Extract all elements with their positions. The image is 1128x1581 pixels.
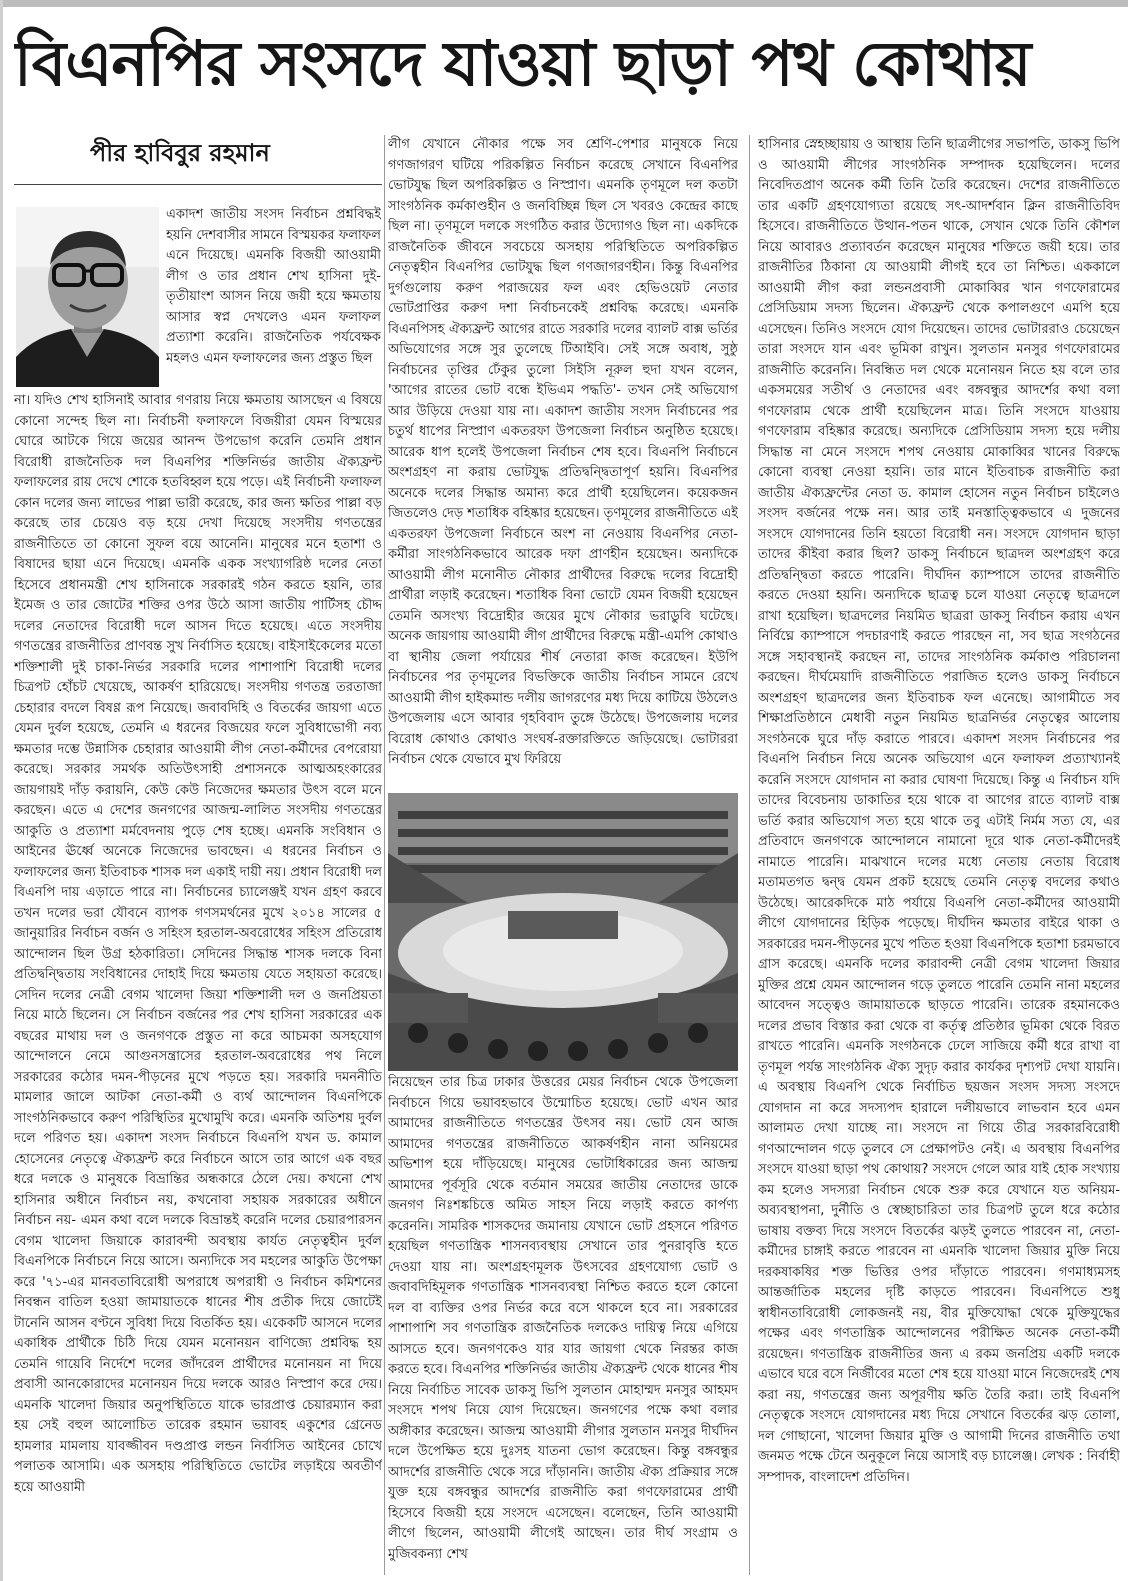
column-divider xyxy=(384,135,385,1575)
author-portrait-icon xyxy=(16,207,159,387)
column-1-body xyxy=(14,391,382,1581)
column-divider xyxy=(749,135,750,1575)
parliament-photo xyxy=(388,793,738,1071)
left-rule xyxy=(0,0,3,1581)
paragraph: লীগ যেখানে নৌকার পক্ষে সব শ্রেণি-পেশার মানুষকে নিয়ে গণজাগরণ ঘটিয়ে পরিকল্পিত নির্বাচন করেছে সেখানে বিএনপির ভোটযুদ্ধ ছিল অপরিকল্পিত ও নিস্প্রাণ। এমনকি তৃণমূলে দল কতটা সাংগঠনিক কর্মকাণ্ডহীন ও জনবিচ্ছিন্ন ছিল সে খবরও কেন্দ্রের কাছে ছিল না। তৃণমূলে দলকে সংগঠিত করার উদ্যোগও ছিল না। একদিকে রাজনৈতিক জীবনে সবচেয়ে অসহায় পরিস্থিতিতে অপরিকল্পিত নেতৃত্বহীন বিএনপির ভোটযুদ্ধ ছিল গণজাগরণহীন। কিন্তু বিএনপির দুর্গগুলোয় করুণ পরাজয়ের ফল এবং হেভিওয়েট নেতার ভোটপ্রাপ্তির করুণ দশা নির্বাচনকেই প্রশ্নবিদ্ধ করেছে। এমনকি বিএনপিসহ ঐক্যফ্রন্ট আগের রাতে সরকারি দলের ব্যালট বাক্স ভর্তির অভিযোগের সঙ্গে সুর তুলেছে টিআইবি। সেই সঙ্গে অবাধ, সুষ্ঠু নির্বাচনের তৃপ্তির ঢেঁকুর তুলো সিইসি নূরুল হুদা যখন বলেন, 'আগের রাতের ভোট বন্ধে ইভিএম পদ্ধতি'- তখন সেই অভিযোগ আর উড়িয়ে দেওয়া যায় না। একাদশ জাতীয় সংসদ নির্বাচনের পর চতুর্থ ধাপের নিস্প্রাণ একতরফা উপজেলা নির্বাচন অনুষ্ঠিত হয়েছে। আরেক ধাপ হলেই উপজেলা নির্বাচন শেষ হবে। বিএনপি নির্বাচনে অংশগ্রহণ না করায় ভোটযুদ্ধ প্রতিদ্বন্দ্বিতাপূর্ণ হয়নি। বিএনপির অনেকে দলের সিদ্ধান্ত অমান্য করে প্রার্থী হয়েছিলেন। কয়েকজন জিতলেও দেড় শতাধিক বহিষ্কার হয়েছেন। তৃণমূলের রাজনীতিতে এই একতরফা উপজেলা নির্বাচনে অংশ না নেওয়ায় বিএনপির নেতা-কর্মীরা সাংগঠনিকভাবে আরেক দফা প্রাণহীন হয়েছেন। অন্যদিকে আওয়ামী লীগ মনোনীত নৌকার প্রার্থীদের বিরুদ্ধে দলের বিদ্রোহী প্রার্থীরা লড়াই করেছেন। শতাধিক বিনা ভোটে যেমন বিজয়ী হয়েছেন তেমনি অসংখ্য বিদ্রোহীর জয়ের মুখে নৌকার ভরাডুবি ঘটেছে। অনেক জায়গায় আওয়ামী লীগ প্রার্থীদের বিরুদ্ধে মন্ত্রী-এমপি কোথাও বা স্থানীয় জেলা পর্যায়ের শীর্ষ নেতারা কাজ করেছেন। ইউপি নির্বাচনের পর তৃণমূলের বিভক্তিকে জাতীয় নির্বাচন সামনে রেখে আওয়ামী লীগ হাইকমান্ড দলীয় জাগরণের মধ্য দিয়ে কাটিয়ে উঠলেও উপজেলায় এসে আবার গৃহবিবাদ তুঙ্গে উঠেছে। উপজেলায় দলের বিরোধ কোথাও কোথাও সংঘর্ষ-রক্তারক্তিতে জড়িয়েছে। ভোটাররা নির্বাচন থেকে যেভাবে মুখ ফিরিয়ে xyxy=(388,137,738,767)
byline: পীর হাবিবুর রহমান xyxy=(90,138,270,167)
column-2-top xyxy=(388,135,738,791)
paragraph: একাদশ জাতীয় সংসদ নির্বাচন প্রশ্নবিদ্ধই হয়নি দেশবাসীর সামনে বিস্ময়কর ফলাফল এনে দিয়েছে। এমনকি বিজয়ী আওয়ামী লীগ ও তার প্রধান শেখ হাসিনা দুই-তৃতীয়াংশ আসন নিয়ে জয়ী হয়ে ক্ষমতায় আসার স্বপ্ন দেখলেও এমন ফলাফল প্রত্যাশা করেনি। রাজনৈতিক পর্যবেক্ষক মহলও এমন ফলাফলের জন্য প্রস্তুত ছিল xyxy=(166,207,381,366)
top-rule xyxy=(0,0,1128,7)
paragraph: হাসিনার স্নেহচ্ছায়ায় ও আস্থায় তিনি ছাত্রলীগের সভাপতি, ডাকসু ভিপি ও আওয়ামী লীগের সাংগঠনিক সম্পাদক হয়েছিলেন। দলের নিবেদিতপ্রাণ অনেক কর্মী তিনি তৈরি করেছেন। দেশের রাজনীতিতে তার একটি গ্রহণযোগ্যতা রয়েছে সৎ-আদর্শবান ক্লিন রাজনীতিবিদ হিসেবে। রাজনীতিতে উত্থান-পতন থাকে, সেখান থেকে তিনি কৌশল নিয়ে আবারও প্রত্যাবর্তন করেছেন মানুষের শক্তিতে জয়ী হয়ে। তার রাজনীতির ঠিকানা যে আওয়ামী লীগই হবে তা নিশ্চিত। এককালে আওয়ামী লীগ করা লন্ডনপ্রবাসী মোকাব্বির খান গণফোরামের প্রেসিডিয়াম সদস্য ছিলেন। ঐক্যফ্রন্ট থেকে কপালগুণে এমপি হয়ে এসেছেন। তিনিও সংসদে যোগ দিয়েছেন। তাদের ভোটাররাও চেয়েছেন তারা সংসদে যান এবং ভূমিকা রাখুন। সুলতান মনসুর গণফোরামের রাজনীতি করেননি। নিবন্ধিত দল থেকে মনোনয়ন নিতে হয় বলে তার একসময়ের সতীর্থ ও নেতাদের এবং বঙ্গবন্ধুর আদর্শের কথা বলা গণফোরাম থেকে প্রার্থী হয়েছিলেন মাত্র। তিনি সংসদে যাওয়ায় গণফোরাম বহিষ্কার করেছে। অন্যদিকে প্রেসিডিয়াম সদস্য হয়ে দলীয় সিদ্ধান্ত না মেনে সংসদে শপথ নেওয়ায় মোকাব্বির খানের বিরুদ্ধে কোনো ব্যবস্থা নেওয়া হয়নি। তার মানে ইতিবাচক রাজনীতি করা জাতীয় ঐক্যফ্রন্টের নেতা ড. কামাল হোসেন নতুন নির্বাচন চাইলেও সংসদ বর্জনের পক্ষে নন। আর তাই মনস্তাত্ত্বিকভাবে এ দুজনের সংসদে যোগদানের তিনি হয়তো বিরোধী নন। সংসদে যোগদান ছাড়া তাদের কীইবা করার ছিল? ডাকসু নির্বাচনে ছাত্রদল অংশগ্রহণ করে প্রতিদ্বন্দ্বিতা করতে পারেনি। দীর্ঘদিন ক্যাম্পাসে তাদের রাজনীতি করতে দেওয়া হয়নি। অন্যদিকে ছাত্রত্ব চলে যাওয়া নেতৃত্বে ছাত্রদলে রাখা হয়েছিল। ছাত্রদলের নিয়মিত ছাত্ররা ডাকসু নির্বাচন করায় এখন নির্বিঘ্নে ক্যাম্পাসে পদচারণাই করতে পারছেন না, সব ছাত্র সংগঠনের সঙ্গে সহাবস্থানই করছেন না, তাদের সাংগঠনিক কর্মকাণ্ড পরিচালনা করছেন। দীর্ঘমেয়াদি রাজনীতিতে পরাজিত হলেও ডাকসু নির্বাচনে অংশগ্রহণ ছাত্রদলের জন্য ইতিবাচক ফল এনেছে। আগামীতে সব শিক্ষাপ্রতিষ্ঠানে মেধাবী নতুন নিয়মিত ছাত্রনির্ভর নেতৃত্বের আলোয় সংগঠনকে ঘুরে দাঁড় করাতে পারবে। একাদশ সংসদ নির্বাচনের পর বিএনপি নির্বাচন নিয়ে অনেক অভিযোগ এনে ফলাফল প্রত্যাখ্যানই করেনি সংসদে যোগদান না করার ঘোষণা দিয়েছে। কিন্তু এ নির্বাচন যদি তাদের বিবেচনায় ডাকাতির হয়ে থাকে বা আগের রাতে ব্যালট বাক্স ভর্তি করার অভিযোগ সত্য হয়ে থাকে তবু এটাই নির্মম সত্য যে, এর প্রতিবাদে জনগণকে আন্দোলনে নামানো দূরে থাক নেতা-কর্মীদেরই নামাতে পারেনি। মাঝখানে দলের মধ্যে নেতায় নেতায় বিরোধ মতামতগত দ্বন্দ্ব যেমন প্রকট হয়েছে তেমনি নেতৃত্ব বদলের কথাও উঠেছে। আরেকদিকে মাঠ পর্যায়ে বিএনপি নেতা-কর্মীদের আওয়ামী লীগে যোগদানের হিড়িক পড়েছে। দীর্ঘদিন ক্ষমতার বাইরে থাকা ও সরকারের দমন-পীড়নের মুখে পতিত হওয়া বিএনপিকে হতাশা চরমভাবে গ্রাস করেছে। এমনকি দলের কারাবন্দী নেত্রী বেগম খালেদা জিয়ার মুক্তির প্রশ্নে যেমন আন্দোলন গড়ে তুলতে পারেনি তেমনি নানা মহলের আবেদন সত্ত্বেও জামায়াতকে ছাড়তে পারেনি। তারেক রহমানকেও দলের প্রভাব বিস্তার করা থেকে বা কর্তৃত্ব প্রতিষ্ঠার ভূমিকা থেকে বিরত রাখতে পারেনি। এমনকি সংগঠনকে ঢেলে সাজিয়ে কর্মী ধরে রাখা বা তৃণমূল পর্যন্ত সাংগঠনিক ঐক্য সুদৃঢ় করার কার্যকর দৃশ্যপট দেখা যায়নি। এ অবস্থায় বিএনপি থেকে নির্বাচিত ছয়জন সংসদ সদস্য সংসদে যোগদান না করে সদস্যপদ হারালে দলীয়ভাবে লাভবান হবে এমন আলামত দেখা যাচ্ছে না। সংসদে না গিয়ে তীব্র সরকারবিরোধী গণআন্দোলন গড়ে তুলবে সে প্রেক্ষাপটও নেই। এ অবস্থায় বিএনপির সংসদে যাওয়া ছাড়া পথ কোথায়? সংসদে গেলে আর যাই হোক সংখ্যায় কম হলেও সদস্যরা নির্বাচন থেকে শুরু করে যেখানে যত অনিয়ম-অব্যবস্থাপনা, দুর্নীতি ও স্বেচ্ছাচারিতা তার চিত্রপট তুলে ধরে কঠোর ভাষায় বক্তব্য দিয়ে সংসদে বিতর্কের ঝড়ই তুলতে পারবেন না, নেতা-কর্মীদের চাঙ্গাই করতে পারবেন না এমনকি খালেদা জিয়ার মুক্তি নিয়ে দরকষাকষির শক্ত ভিত্তির ওপর দাঁড়াতে পারবেন। গণমাধ্যমসহ আন্তর্জাতিক মহলের দৃষ্টি কাড়তে পারবেন। বিএনপিতে শুধু স্বাধীনতাবিরোধী লোকজনই নয়, বীর মুক্তিযোদ্ধা থেকে মুক্তিযুদ্ধের পক্ষের এবং গণতান্ত্রিক আন্দোলনের পরীক্ষিত অনেক নেতা-কর্মী রয়েছেন। গণতান্ত্রিক রাজনীতির জন্য এ রকম জনপ্রিয় একটি দলকে এভাবে ঘরে বসে নির্জীবের মতো শেষ হয়ে যাওয়া মানে নিজেদেরই শেষ করা নয়, গণতন্ত্রের জন্য অপূরণীয় ক্ষতি তৈরি করা। তাই বিএনপি নেতৃত্বকে সংসদে যোগদানের মধ্য দিয়ে সেখানে বিতর্কের ঝড় তোলা, দল গোছানো, খালেদা জিয়ার মুক্তি ও আগামী দিনের রাজনীতি তথা জনমত পক্ষে টেনে অনুকূলে নিয়ে আসাই বড় চ্যালেঞ্জ। লেখক : নির্বাহী সম্পাদক, বাংলাদেশ প্রতিদিন। xyxy=(758,137,1120,1485)
byline-rule xyxy=(14,184,382,185)
paragraph: নিয়েছেন তার চিত্র ঢাকার উত্তরের মেয়র নির্বাচন থেকে উপজেলা নির্বাচনে গিয়ে ভয়াবহভাবে উন্মোচিত হয়েছে। ভোট এখন আর আমাদের রাজনীতিতে গণতন্ত্রের উৎসব নয়। ভোট যেন আজ আমাদের গণতন্ত্রের রাজনীতিতে আকর্ষণহীন নানা অনিয়মের অভিশাপ হয়ে দাঁড়িয়েছে। মানুষের ভোটাধিকারের জন্য আজন্ম আমাদের পূর্বসূরি থেকে বর্তমান সময়ের জাতীয় নেতাদের ডাকে জনগণ নিঃশঙ্কচিত্তে অমিত সাহস নিয়ে লড়াই করতে কার্পণ্য করেননি। সামরিক শাসকদের জমানায় যেখানে ভোট প্রহসনে পরিণত হয়েছিল গণতান্ত্রিক শাসনব্যবস্থায় সেখানে তার পুনরাবৃত্তি হতে দেওয়া যায় না। অংশগ্রহণমূলক উৎসবের গ্রহণযোগ্য ভোট ও জবাবদিহিমূলক গণতান্ত্রিক শাসনব্যবস্থা নিশ্চিত করতে হলে কোনো দল বা ব্যক্তির ওপর নির্ভর করে বসে থাকলে হবে না। সরকারের পাশাপাশি সব গণতান্ত্রিক রাজনৈতিক দলকেও দায়িত্ব নিয়ে এগিয়ে আসতে হবে। জনগণকেও যার যার জায়গা থেকে নিরন্তর কাজ করতে হবে। বিএনপির শক্তিনির্ভর জাতীয় ঐক্যফ্রন্ট থেকে ধানের শীষ নিয়ে নির্বাচিত সাবেক ডাকসু ভিপি সুলতান মোহাম্মদ মনসুর আহমদ সংসদে শপথ নিয়ে যোগ দিয়েছেন। জনগণের পক্ষে কথা বলার অঙ্গীকার করেছেন। আজন্ম আওয়ামী লীগার সুলতান মনসুর দীর্ঘদিন দলে উপেক্ষিত হয়ে দুঃসহ যাতনা ভোগ করেছেন। কিন্তু বঙ্গবন্ধুর আদর্শের রাজনীতি থেকে সরে দাঁড়াননি। জাতীয় ঐক্য প্রক্রিয়ার সঙ্গে যুক্ত হয়ে বঙ্গবন্ধুর আদর্শের রাজনীতি করা গণফোরামের প্রার্থী হিসেবে বিজয়ী হয়ে সংসদে এসেছেন। বলেছেন, তিনি আওয়ামী লীগে ছিলেন, আওয়ামী লীগেই আছেন। তার দীর্ঘ সংগ্রাম ও মুজিবকন্যা শেখ xyxy=(388,1075,738,1562)
author-photo xyxy=(16,207,159,387)
column-1-intro xyxy=(166,205,381,391)
paragraph: না। যদিও শেখ হাসিনাই আবার গণরায় নিয়ে ক্ষমতায় আসছেন এ বিষয়ে কোনো সন্দেহ ছিল না। নির্বাচনী ফলাফলে বিজয়ীরা যেমন বিস্ময়ের ঘোরে আটকে গিয়ে জয়ের আনন্দ উপভোগ করেনি তেমনি প্রধান বিরোধী রাজনৈতিক দল বিএনপির শক্তিনির্ভর জাতীয় ঐক্যফ্রন্ট ফলাফলের রায় দেখে শোকে হতবিহ্বল হয়ে পড়ে। এই নির্বাচনী ফলাফল কোন দলের জন্য লাভের পাল্লা ভারী করেছে, কার জন্য ক্ষতির পাল্লা বড় করেছে তার চেয়েও বড় হয়ে দেখা দিয়েছে সংসদীয় গণতন্ত্রের রাজনীতিতে তা কোনো সুফল বয়ে আনেনি। মানুষের মনে হতাশা ও বিষাদের ছায়া এনে দিয়েছে। এমনকি একক সংখ্যাগরিষ্ঠ দলের নেতা হিসেবে প্রধানমন্ত্রী শেখ হাসিনাকে সরকারই গঠন করতে হয়নি, তার ইমেজ ও তার জোটের শক্তির ওপর উঠে আসা জাতীয় পার্টিসহ চৌদ্দ দলের নেতাদের বিরোধী দলে আসন দিতে হয়েছে। এতে সংসদীয় গণতন্ত্রের রাজনীতির প্রাণবন্ত সুখ নির্বাসিত হয়েছে। বাইসাইকেলের মতো শক্তিশালী দুই চাকা-নির্ভর সরকারি দলের পাশাপাশি বিরোধী দলের চিত্রপট হোঁচট খেয়েছে, আকর্ষণ হারিয়েছে। সংসদীয় গণতন্ত্র তরতাজা চেহারার বদলে বিষণ্ণ রূপ নিয়েছে। জবাবদিহি ও বিতর্কের জায়গা এতে যেমন দুর্বল হয়েছে, তেমনি এ ধরনের বিজয়ের ফলে সুবিধাভোগী নব্য ক্ষমতার দম্ভে উন্নাসিক চেহারার আওয়ামী লীগ নেতা-কর্মীদের বেপরোয়া করেছে। সরকার সমর্থক অতিউৎসাহী প্রশাসনকে আত্মঅহংকারের জায়গায়ই দাঁড় করায়নি, কেউ কেউ নিজেদের ক্ষমতার উৎস বলে মনে করছেন। এতে এ দেশের জনগণের আজন্ম-লালিত সংসদীয় গণতন্ত্রের আকুতি ও প্রত্যাশা মর্মবেদনায় পুড়ে শেষ হচ্ছে। এমনকি সংবিধান ও আইনের ঊর্ধ্বে অনেকে নিজেদের ভাবছেন। এ ধরনের নির্বাচন ও ফলাফলের জন্য ইতিবাচক শাসক দল একাই দায়ী নয়। প্রধান বিরোধী দল বিএনপি দায় এড়াতে পারে না। নির্বাচনের চ্যালেঞ্জই যখন গ্রহণ করবে তখন দলের ভরা যৌবনে ব্যাপক গণসমর্থনের মুখে ২০১৪ সালের ৫ জানুয়ারির নির্বাচন বর্জন ও সহিংস হরতাল-অবরোধের সহিংস প্রতিরোধ আন্দোলন ছিল উগ্র হঠকারিতা। সেদিনের সিদ্ধান্ত শাসক দলকে বিনা প্রতিদ্বন্দ্বিতায় সংবিধানের দোহাই দিয়ে ক্ষমতায় যেতে সহায়তা করেছে। সেদিন দলের নেত্রী বেগম খালেদা জিয়া শক্তিশালী দল ও জনপ্রিয়তা নিয়ে মাঠে ছিলেন। সে নির্বাচন বর্জনের পর শেখ হাসিনা সরকারের এক বছরের মাথায় দল ও জনগণকে প্রস্তুত না করে আচমকা অসহযোগ আন্দোলনে নেমে আগুনসন্ত্রাসের হরতাল-অবরোধের পথ নিলে সরকারের কঠোর দমন-পীড়নের মুখে পড়তে হয়। সরকারি দমননীতি মামলার জালে আটকা নেতা-কর্মী ও ব্যর্থ আন্দোলন বিএনপিকে সাংগঠনিকভাবে করুণ পরিস্থিতির মুখোমুখি করে। এমনকি অতিশয় দুর্বল দলে পরিণত হয়। একাদশ সংসদ নির্বাচনে বিএনপি যখন ড. কামাল হোসেনের নেতৃত্বে ঐক্যফ্রন্ট করে নির্বাচনে আসে তার আগে এক বছর ধরে দলকে ও মানুষকে বিভ্রান্তির অন্ধকারে ঠেলে দেয়। কখনো শেখ হাসিনার অধীনে নির্বাচন নয়, কখনোবা সহায়ক সরকারের অধীনে নির্বাচন নয়- এমন কথা বলে দলকে বিভ্রান্তই করেনি দলের চেয়ারপারসন বেগম খালেদা জিয়াকে কারাবন্দী অবস্থায় কার্যত নেতৃত্বহীন দুর্বল বিএনপিকে নির্বাচনে নিয়ে আসে। অন্যদিকে সব মহলের আকুতি উপেক্ষা করে '৭১-এর মানবতাবিরোধী অপরাধে অপরাধী ও নির্বাচন কমিশনের নিবন্ধন বাতিল হওয়া জামায়াতকে ধানের শীষ প্রতীক দিয়ে জোটেই টানেনি আসন বণ্টনে সুবিধা দিয়ে বিতর্কিত হয়। একেকটি আসনে দলের একাধিক প্রার্থীকে চিঠি দিয়ে যেমন মনোনয়ন বাণিজ্যে প্রশ্নবিদ্ধ হয় তেমনি গায়েবি নির্দেশে দলের জাঁদরেল প্রার্থীদের মনোনয়ন না দিয়ে প্রবাসী আনকোরাদের মনোনয়ন দিয়ে দলকে আরও নিস্প্রাণ করে দেয়। এমনকি খালেদা জিয়ার অনুপস্থিতিতে যাকে ভারপ্রাপ্ত চেয়ারম্যান করা হয় সেই বহুল আলোচিত তারেক রহমান ভয়াবহ একুশের গ্রেনেড হামলার মামলায় যাবজ্জীবন দণ্ডপ্রাপ্ত লন্ডন নির্বাসিত আইনের চোখে পলাতক আসামি। এক অসহায় পরিস্থিতিতে ভোটের লড়াইয়ে অবতীর্ণ হয়ে আওয়ামী xyxy=(14,393,382,1495)
column-3 xyxy=(758,135,1120,1581)
headline: বিএনপির সংসদে যাওয়া ছাড়া পথ কোথায় xyxy=(14,27,1031,100)
column-2-bottom xyxy=(388,1073,738,1581)
parliament-chamber-icon xyxy=(388,793,738,1071)
